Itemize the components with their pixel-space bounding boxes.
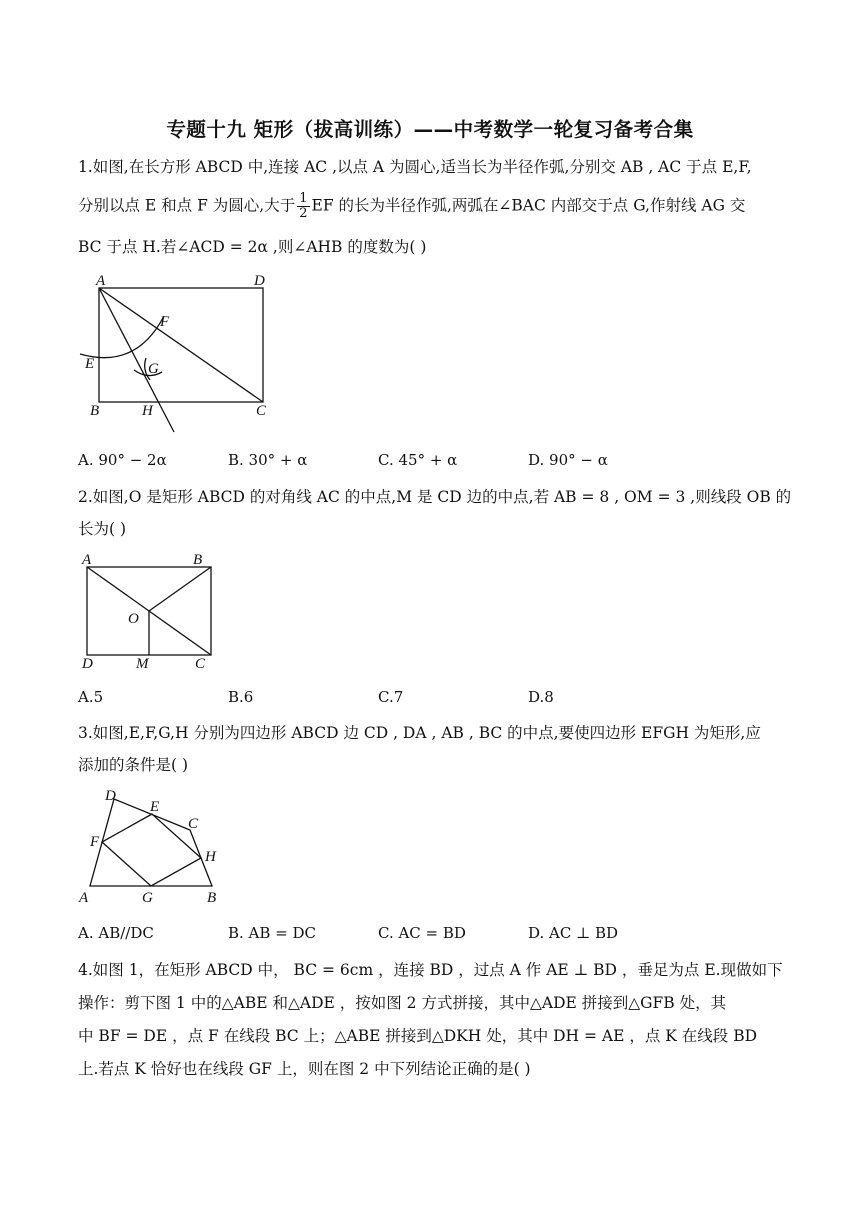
q3-text-line-1: 3.如图,E,F,G,H 分别为四边形 ABCD 边 CD , DA , AB , BC 的中点,要使四边形 EFGH 为矩形,应 [78,724,761,742]
q3-label-h: H [205,849,216,865]
q3-option-c[interactable]: C. AC = BD [378,924,466,942]
q2-figure [76,550,226,675]
q3-option-d[interactable]: D. AC ⊥ BD [528,924,619,942]
q1-option-d[interactable]: D. 90° − α [528,451,608,469]
q4-text-line-3: 中 BF = DE ，点 F 在线段 BC 上；△ABE 拼接到△DKH 处，其中 DH = AE ，点 K 在线段 BD [78,1027,758,1045]
q1-fraction [297,192,309,221]
q1-fraction-denominator: 2 [299,206,308,221]
q1-option-b[interactable]: B. 30° + α [228,451,308,469]
q2-text-line-1: 2.如图,O 是矩形 ABCD 的对角线 AC 的中点,M 是 CD 边的中点,若 AB = 8 , OM = 3 ,则线段 OB 的 [78,488,792,506]
q2-option-d[interactable]: D.8 [528,688,554,706]
q2-label-d: D [82,656,93,672]
q1-text-line-1: 1.如图,在长方形 ABCD 中,连接 AC ,以点 A 为圆心,适当长为半径作弧,分别交 AB , AC 于点 E,F, [78,158,752,176]
q1-text-line-2 [78,192,788,221]
q3-label-d: D [105,788,116,804]
q1-label-b: B [90,403,100,419]
q1-label-d: D [254,273,265,289]
q2-text-line-2: 长为( ) [78,520,127,538]
q2-label-o: O [128,611,139,627]
q3-quadrilateral-efgh [102,814,201,886]
q3-label-b: B [207,890,217,906]
q2-label-a: A [82,552,92,568]
q2-segment-ob [149,567,211,611]
q2-label-c: C [195,656,206,672]
q2-option-b[interactable]: B.6 [228,688,254,706]
q1-text-line-3: BC 于点 H.若∠ACD = 2α ,则∠AHB 的度数为( ) [78,238,427,256]
q1-label-c: C [256,403,267,419]
q1-label-f: F [160,314,170,330]
q1-label-h: H [142,403,153,419]
q3-label-g: G [142,890,153,906]
q1-label-e: E [85,356,95,372]
q3-option-b[interactable]: B. AB = DC [228,924,317,942]
q3-option-a[interactable]: A. AB//DC [78,924,154,942]
q1-diagonal-ac [99,288,263,402]
q3-text-line-2: 添加的条件是( ) [78,756,189,774]
q3-label-a: A [79,890,89,906]
q1-fraction-numerator: 1 [299,191,308,206]
q1-text-line-2-post: EF 的长为半径作弧,两弧在∠BAC 内部交于点 G,作射线 AG 交 [311,196,746,215]
q1-label-a: A [96,273,106,289]
q1-figure [76,270,296,435]
q1-option-c[interactable]: C. 45° + α [378,451,458,469]
q1-ray-ag [99,288,174,432]
q3-label-f: F [90,834,100,850]
q2-label-b: B [193,552,203,568]
q2-label-m: M [136,656,149,672]
q1-option-a[interactable]: A. 90° − 2α [78,451,167,469]
q2-option-a[interactable]: A.5 [78,688,104,706]
q1-label-g: G [148,361,159,377]
q3-label-e: E [150,799,160,815]
page-title: 专题十九 矩形（拔高训练）——中考数学一轮复习备考合集 [166,118,694,141]
q4-text-line-4: 上.若点 K 恰好也在线段 GF 上，则在图 2 中下列结论正确的是( ) [78,1060,531,1078]
q2-option-c[interactable]: C.7 [378,688,404,706]
q3-figure [76,782,236,910]
q3-label-c: C [188,816,199,832]
q1-arc-ef [80,316,164,358]
q1-text-line-2-pre: 分别以点 E 和点 F 为圆心,大于 [78,196,296,215]
q4-text-line-2: 操作：剪下图 1 中的△ABE 和△ADE ，按如图 2 方式拼接，其中△ADE 拼接到△GFB 处，其 [78,994,727,1012]
q4-text-line-1: 4.如图 1，在矩形 ABCD 中， BC = 6cm ，连接 BD ，过点 A 作 AE ⊥ BD ，垂足为点 E.现做如下 [78,961,783,979]
